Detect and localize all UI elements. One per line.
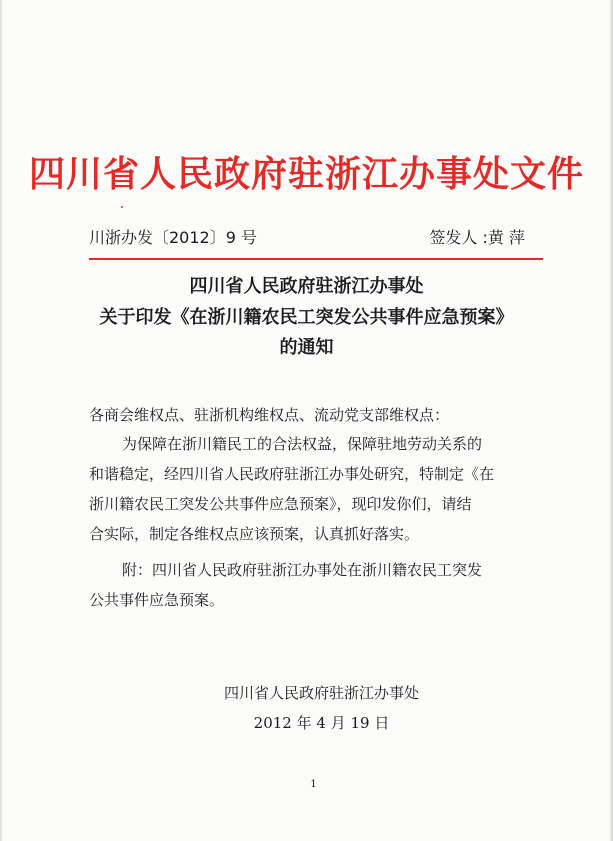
attachment-line: 公共事件应急预案。 bbox=[89, 591, 225, 609]
recipients-line: 各商会维权点、驻浙机构维权点、流动党支部维权点： bbox=[89, 406, 450, 424]
document-header-title: 四川省人民政府驻浙江办事处文件 bbox=[28, 153, 584, 195]
paragraph-line: 和谐稳定，经四川省人民政府驻浙江办事处研究，特制定《在 bbox=[89, 465, 495, 483]
attachment-line: 附：四川省人民政府驻浙江办事处在浙川籍农民工突发 bbox=[122, 561, 483, 579]
paragraph-line: 合实际，制定各维权点应该预案，认真抓好落实。 bbox=[89, 525, 420, 543]
signature-date: 2012 年 4 月 19 日 bbox=[253, 714, 390, 732]
red-divider-line bbox=[89, 258, 543, 260]
notice-title-line-1: 四川省人民政府驻浙江办事处 bbox=[189, 276, 424, 297]
issuer-signatory: 签发人 :黄 萍 bbox=[429, 228, 525, 247]
ink-speck bbox=[121, 206, 123, 208]
main-paragraph bbox=[89, 429, 529, 549]
notice-title-line-2: 关于印发《在浙川籍农民工突发公共事件应急预案》 bbox=[99, 307, 514, 328]
page-number: 1 bbox=[310, 779, 317, 790]
document-number: 川浙办发〔2012〕9 号 bbox=[89, 228, 257, 247]
paragraph-line: 为保障在浙川籍民工的合法权益，保障驻地劳动关系的 bbox=[122, 435, 483, 453]
paragraph-line: 浙川籍农民工突发公共事件应急预案》，现印发你们，请结 bbox=[89, 495, 472, 513]
notice-title-line-3: 的通知 bbox=[279, 337, 334, 358]
attachment-paragraph bbox=[89, 555, 529, 615]
signature-organization: 四川省人民政府驻浙江办事处 bbox=[223, 684, 419, 702]
